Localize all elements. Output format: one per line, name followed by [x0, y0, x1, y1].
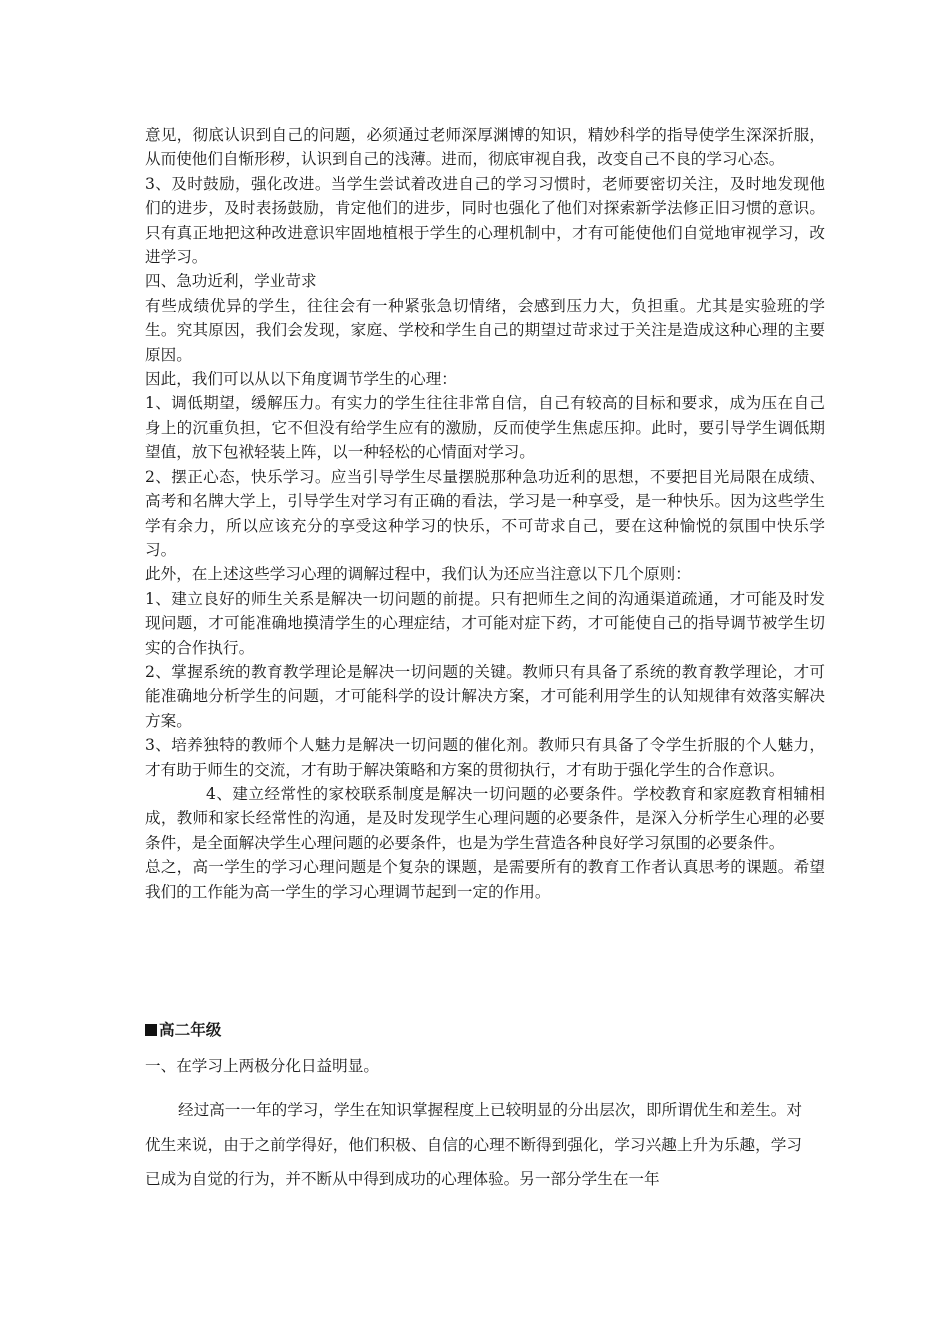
section-heading-text: 高二年级 [159, 1021, 222, 1039]
paragraph: 总之，高一学生的学习心理问题是个复杂的课题，是需要所有的教育工作者认真思考的课题。希望我们的工作能为高一学生的学习心理调节起到一定的作用。 [145, 858, 825, 901]
section-heading [145, 1018, 221, 1042]
subheading: 四、急功近利，学业苛求 [145, 272, 317, 291]
paragraph: 因此，我们可以从以下角度调节学生的心理： [145, 370, 457, 389]
section-point: 一、在学习上两极分化日益明显。 [145, 1057, 379, 1075]
paragraph: 1、建立良好的师生关系是解决一切问题的前提。只有把师生之间的沟通渠道疏通，才可能及时发现问题，才可能准确地摸清学生的心理症结，才可能对症下药，才可能使自己的指导调节被学生切实的合作执行。 [145, 589, 825, 657]
paragraph: 2、掌握系统的教育教学理论是解决一切问题的关键。教师只有具备了系统的教育教学理论，才可能准确地分析学生的问题，才可能科学的设计解决方案，才可能利用学生的认知规律有效落实解决方案。 [145, 662, 825, 730]
square-bullet-icon [145, 1024, 157, 1036]
paragraph: 此外，在上述这些学习心理的调解过程中，我们认为还应当注意以下几个原则： [145, 565, 691, 584]
paragraph: 4、建立经常性的家校联系制度是解决一切问题的必要条件。学校教育和家庭教育相辅相成，教师和家长经常性的沟通，是及时发现学生心理问题的必要条件，是深入分析学生心理的必要条件，是全面解决学生心理问题的必要条件，也是为学生营造各种良好学习氛围的必要条件。 [145, 784, 825, 852]
paragraph: 有些成绩优异的学生，往往会有一种紧张急切情绪，会感到压力大，负担重。尤其是实验班的学生。究其原因，我们会发现，家庭、学校和学生自己的期望过苛求过于关注是造成这种心理的主要原因。 [145, 296, 825, 364]
paragraph: 意见，彻底认识到自己的问题，必须通过老师深厚渊博的知识，精妙科学的指导使学生深深折服，从而使他们自惭形秽，认识到自己的浅薄。进而，彻底审视自我，改变自己不良的学习心态。 [145, 126, 825, 169]
section-paragraph: 经过高一一年的学习，学生在知识掌握程度上已较明显的分出层次，即所谓优生和差生。对优生来说，由于之前学得好，他们积极、自信的心理不断得到强化，学习兴趣上升为乐趣，学习已成为自觉的行为，并不断从中得到成功的心理体验。另一部分学生在一年 [145, 1101, 802, 1188]
paragraph: 1、调低期望，缓解压力。有实力的学生往往非常自信，自己有较高的目标和要求，成为压在自己身上的沉重负担，它不但没有给学生应有的激励，反而使学生焦虑压抑。此时，要引导学生调低期望值，放下包袱轻装上阵，以一种轻松的心情面对学习。 [145, 394, 825, 462]
paragraph: 3、培养独特的教师个人魅力是解决一切问题的催化剂。教师只有具备了令学生折服的个人魅力，才有助于师生的交流，才有助于解决策略和方案的贯彻执行，才有助于强化学生的合作意识。 [145, 736, 825, 779]
paragraph: 2、摆正心态，快乐学习。应当引导学生尽量摆脱那种急功近利的思想，不要把目光局限在成绩、高考和名牌大学上，引导学生对学习有正确的看法，学习是一种享受，是一种快乐。因为这些学生学有余力，所以应该充分的享受这种学习的快乐，不可苛求自己，要在这种愉悦的氛围中快乐学习。 [145, 467, 825, 559]
paragraph: 3、及时鼓励，强化改进。当学生尝试着改进自己的学习习惯时，老师要密切关注，及时地发现他们的进步，及时表扬鼓励，肯定他们的进步，同时也强化了他们对探索新学法修正旧习惯的意识。只有真正地把这种改进意识牢固地植根于学生的心理机制中，才有可能使他们自觉地审视学习，改进学习。 [145, 174, 825, 267]
document-body-text [145, 123, 825, 904]
